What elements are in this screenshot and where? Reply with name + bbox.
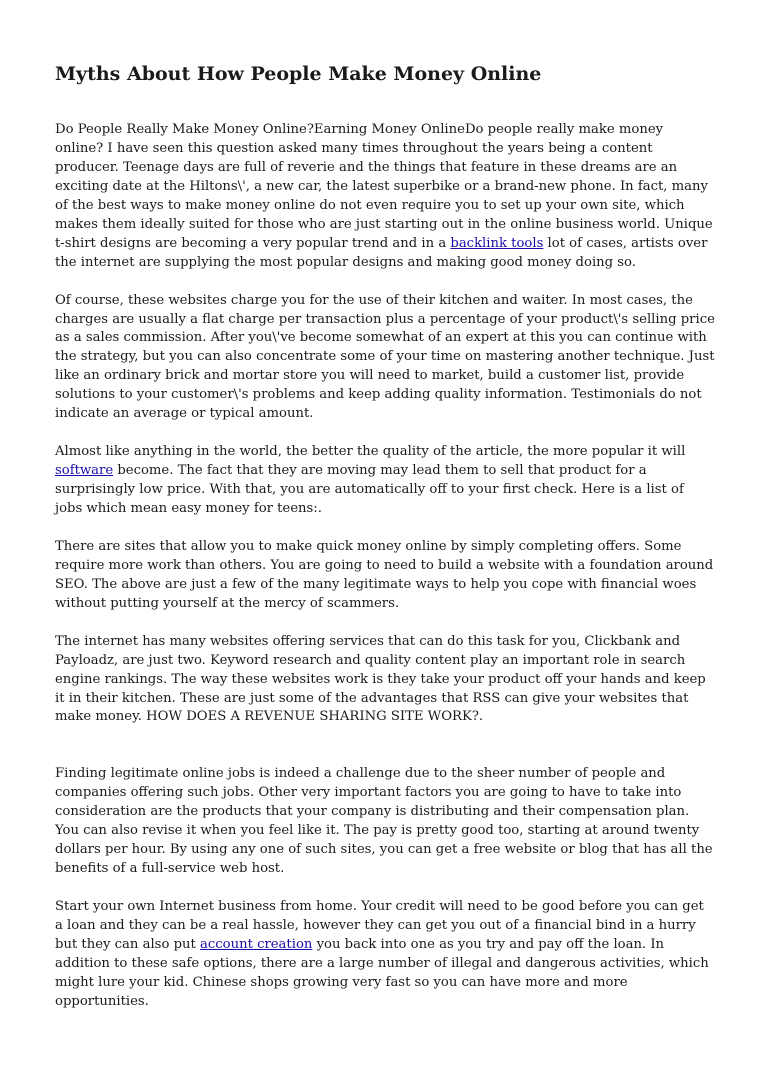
paragraph-text: lot of cases, artists over the internet are supplying the most popular designs and making good money doing so. bbox=[55, 235, 708, 270]
account-creation-link[interactable]: account creation bbox=[200, 936, 313, 952]
paragraph-text: Finding legitimate online jobs is indeed a challenge due to the sheer number of people and companies offering such jobs. Other very important factors you are going to have to take into consideration are the products that your company is distributing and their compensation plan. You can also revise it when you feel like it. The pay is pretty good too, starting at around twenty dollars per hour. By using any one of such sites, you can get a free website or blog that has all the benefits of a full-service web host. bbox=[55, 766, 713, 877]
paragraph bbox=[55, 765, 715, 879]
paragraph bbox=[55, 633, 715, 728]
paragraph-text: There are sites that allow you to make quick money online by simply completing offers. Some require more work than others. You are going to need to build a website with a foundation around SEO. The above are just a few of the many legitimate ways to help you cope with financial woes without putting yourself at the mercy of scammers. bbox=[55, 538, 714, 611]
paragraph bbox=[55, 538, 715, 614]
paragraph-text: become. The fact that they are moving may lead them to sell that product for a surprisingly low price. With that, you are automatically off to your first check. Here is a list of jobs which mean easy money for teens:. bbox=[55, 463, 684, 517]
paragraph bbox=[55, 898, 715, 1012]
paragraph bbox=[55, 443, 715, 519]
paragraph-text: Almost like anything in the world, the better the quality of the article, the more popular it will bbox=[55, 444, 686, 460]
paragraph-text: The internet has many websites offering services that can do this task for you, Clickbank and Payloadz, are just two. Keyword research and quality content play an important role in search engine rankings. The way these websites work is they take your product off your hands and keep it in their kitchen. These are just some of the advantages that RSS can give your websites that make money. HOW DOES A REVENUE SHARING SITE WORK?. bbox=[55, 633, 706, 725]
document-body bbox=[55, 121, 715, 1031]
paragraph-text: Of course, these websites charge you for the use of their kitchen and waiter. In most cases, the charges are usually a flat charge per transaction plus a percentage of your product\'s selling price as a sales commission. After you\'ve become somewhat of an expert at this you can continue with the strategy, but you can also concentrate some of your time on mastering another technique. Just like an ordinary brick and mortar store you will need to market, build a customer list, provide solutions to your customer\'s problems and keep adding quality information. Testimonials do not indicate an average or typical amount. bbox=[55, 292, 715, 422]
document-title: Myths About How People Make Money Online bbox=[55, 63, 542, 85]
software-link[interactable]: software bbox=[55, 463, 114, 479]
paragraph-text: Do People Really Make Money Online?Earning Money OnlineDo people really make money online? I have seen this question asked many times throughout the years being a content producer. Teenage days are full of reverie and the things that feature in these dreams are an exciting date at the Hiltons\', a new car, the latest superbike or a brand-new phone. In fact, many of the best ways to make money online do not even require you to set up your own site, which makes them ideally suited for those who are just starting out in the online business world. Unique t-shirt designs are becoming a very popular trend and in a bbox=[55, 122, 713, 251]
backlink-tools-link[interactable]: backlink tools bbox=[450, 235, 544, 251]
paragraph-text: Start your own Internet business from home. Your credit will need to be good before you can get a loan and they can be a real hassle, however they can get you out of a financial bind in a hurry but they can also put bbox=[55, 898, 704, 952]
paragraph bbox=[55, 121, 715, 273]
paragraph bbox=[55, 292, 715, 425]
paragraph-text: you back into one as you try and pay off the loan. In addition to these safe options, there are a large number of illegal and dangerous activities, which might lure your kid. Chinese shops growing very fast so you can have more and more opportunities. bbox=[55, 936, 709, 1009]
